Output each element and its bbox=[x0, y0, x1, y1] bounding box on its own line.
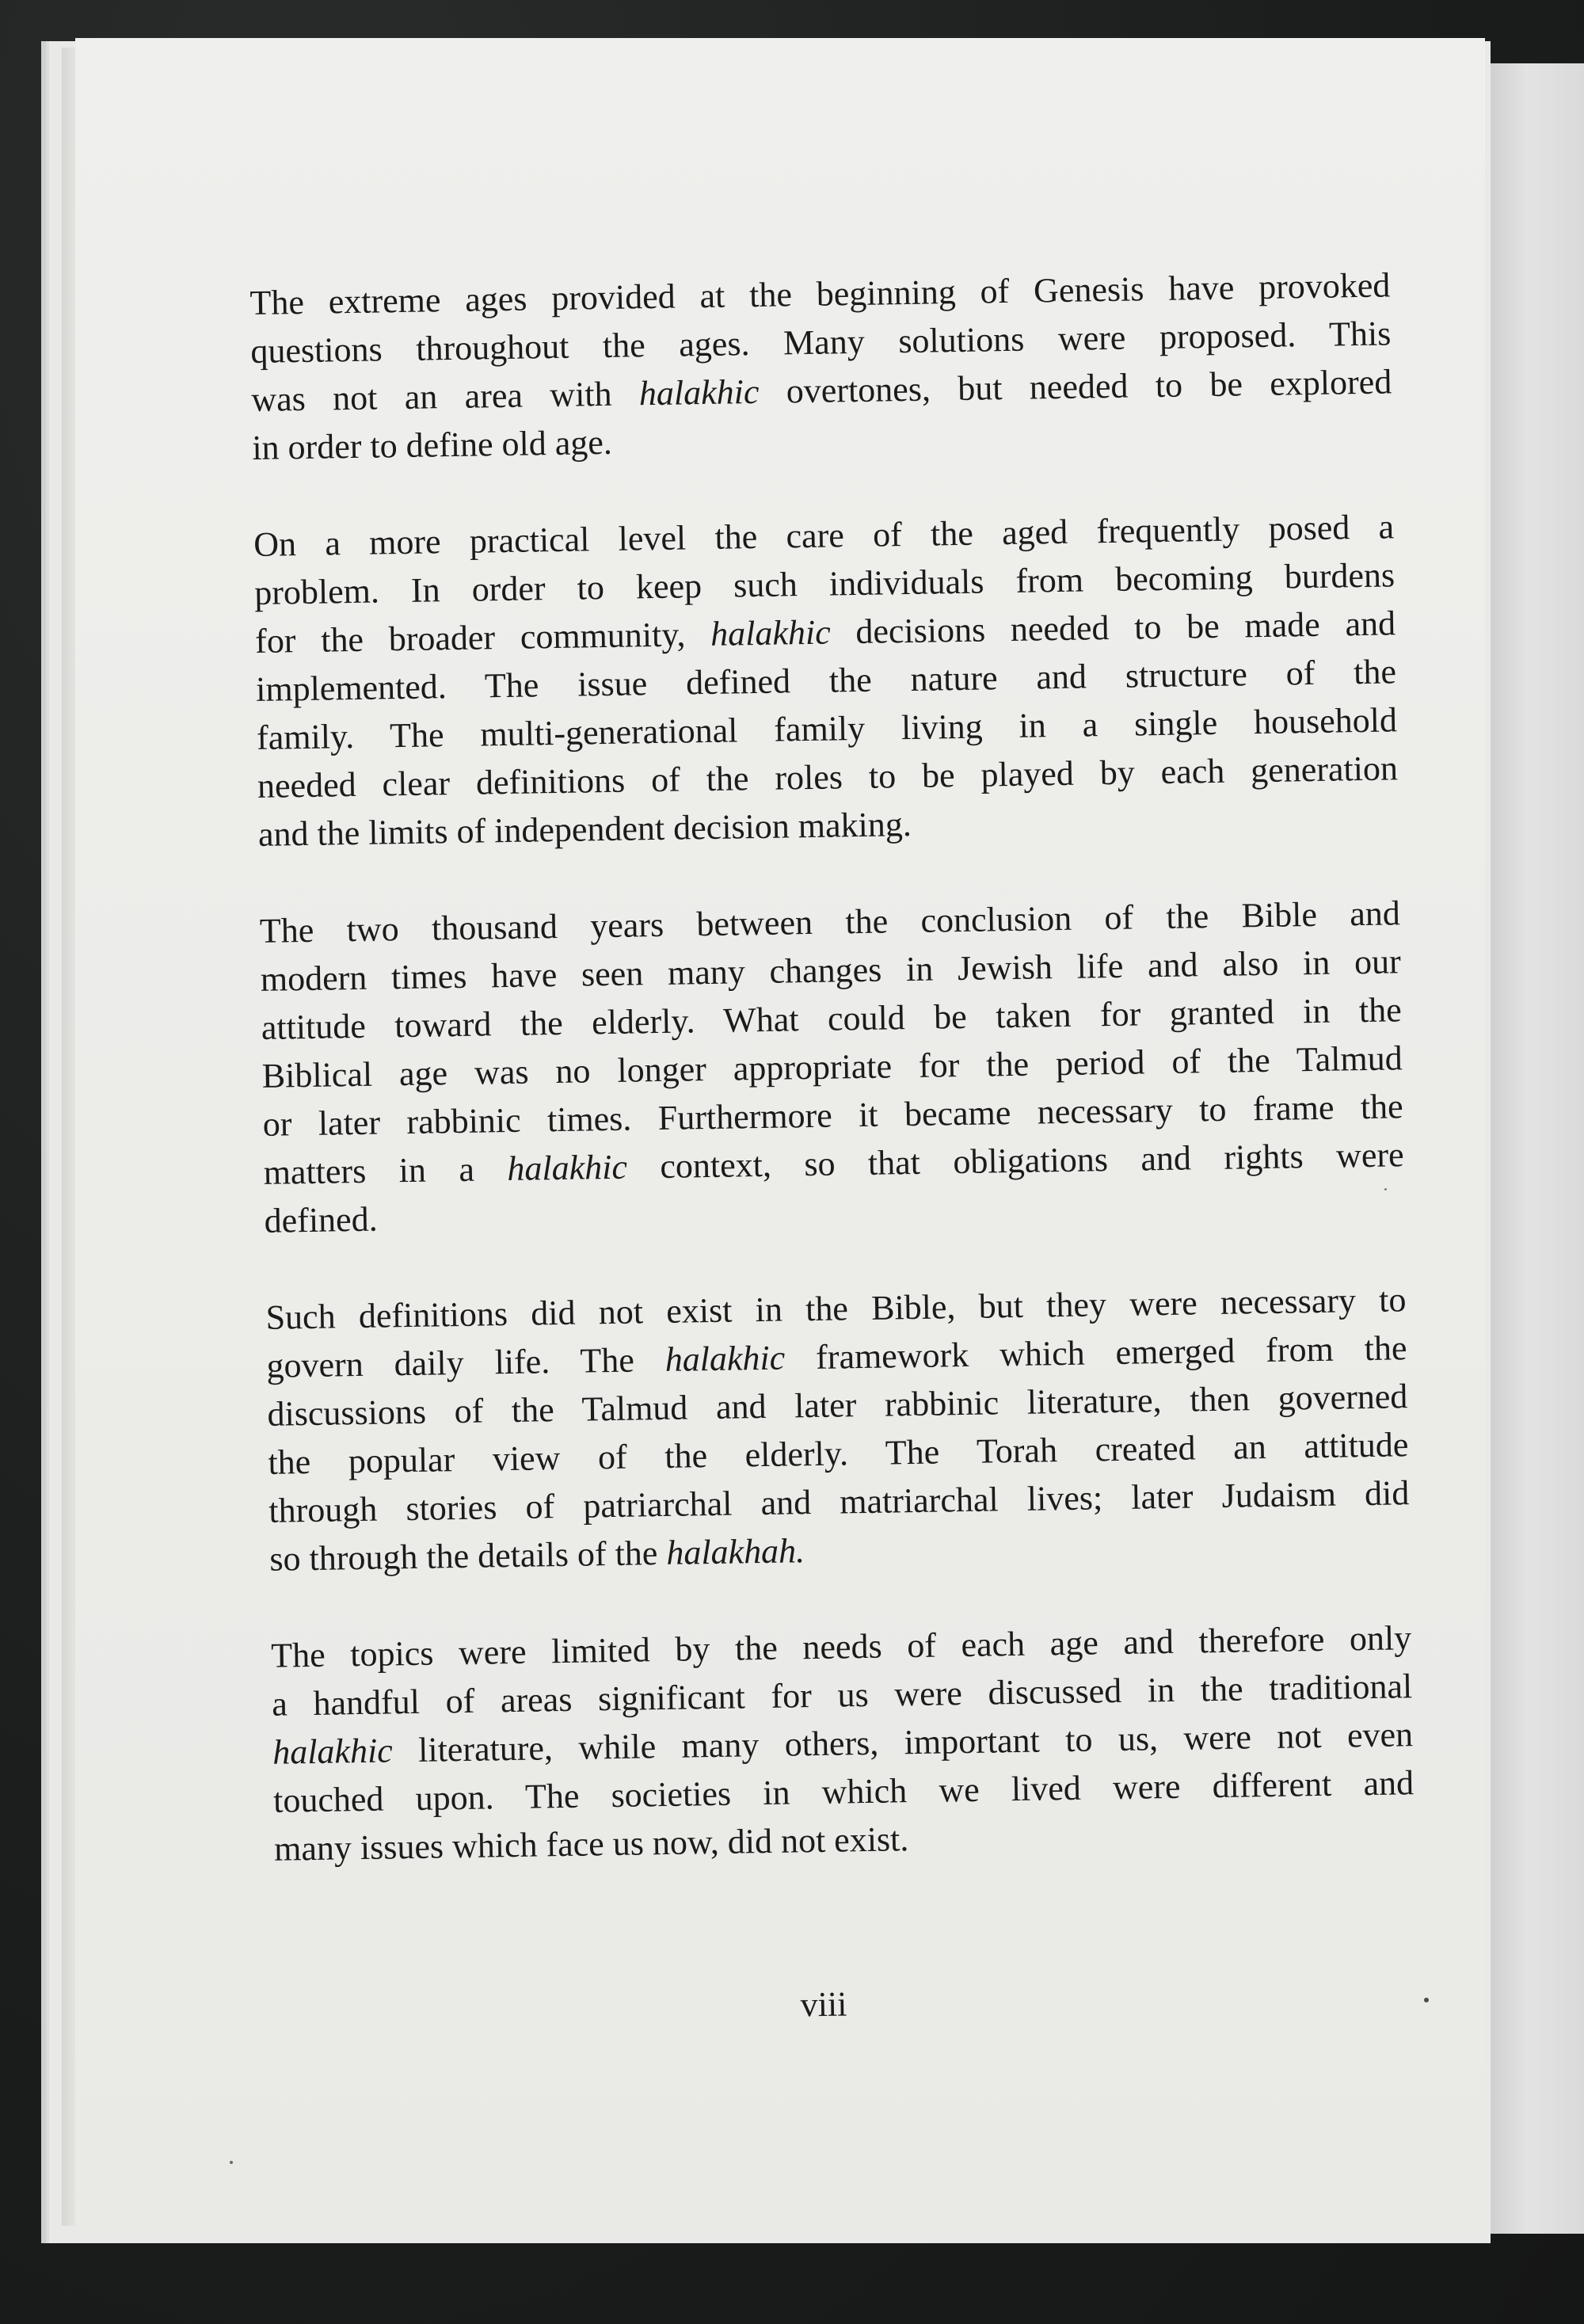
page-number: viii bbox=[800, 1984, 847, 2025]
paragraph bbox=[253, 502, 1399, 859]
text-line: was not an area with halakhic overtones, but needed to be explored bbox=[251, 362, 1392, 419]
text-line: implemented. The issue defined the nature and structure of the bbox=[255, 652, 1397, 709]
paragraph bbox=[271, 1613, 1415, 1873]
text-line: matters in a halakhic context, so that obligations and rights were bbox=[263, 1135, 1404, 1192]
italic-term: halakhic bbox=[664, 1338, 786, 1379]
text-line: On a more practical level the care of the aged frequently posed a bbox=[253, 507, 1395, 564]
text-line: through stories of patriarchal and matriarchal lives; later Judaism did bbox=[268, 1473, 1410, 1530]
page-speck bbox=[230, 2161, 233, 2164]
text-line: The two thousand years between the conclusion of the Bible and bbox=[259, 893, 1401, 951]
text-line: many issues which face us now, did not exist. bbox=[273, 1819, 909, 1869]
page-speck bbox=[1384, 1188, 1387, 1191]
text-line: The extreme ages provided at the beginning of Genesis have provoked bbox=[249, 265, 1391, 322]
text-line: defined. bbox=[264, 1199, 378, 1240]
text-line: attitude toward the elderly. What could be taken for granted in the bbox=[261, 990, 1403, 1047]
text-line: Such definitions did not exist in the Bible, but they were necessary to bbox=[265, 1280, 1407, 1337]
text-line: a handful of areas significant for us were discussed in the traditional bbox=[271, 1667, 1413, 1724]
body-text bbox=[249, 261, 1415, 1873]
italic-term: halakhic bbox=[507, 1147, 628, 1189]
page-binding-edge bbox=[62, 48, 76, 2226]
italic-term: halakhah. bbox=[665, 1531, 805, 1572]
italic-term: halakhic bbox=[638, 371, 760, 413]
italic-term: halakhic bbox=[710, 612, 832, 653]
text-line: the popular view of the elderly. The Torah created an attitude bbox=[268, 1425, 1409, 1482]
text-line: so through the details of the halakhah. bbox=[269, 1531, 805, 1579]
text-line: family. The multi-generational family living in a single household bbox=[256, 700, 1398, 757]
text-line: touched upon. The societies in which we lived were different and bbox=[272, 1763, 1415, 1820]
text-line: discussions of the Talmud and later rabbinic literature, then governed bbox=[267, 1377, 1408, 1434]
italic-term: halakhic bbox=[272, 1731, 394, 1772]
text-line: modern times have seen many changes in Jewish life and also in our bbox=[260, 942, 1402, 999]
paragraph bbox=[249, 261, 1393, 472]
text-line: The topics were limited by the needs of each age and therefore only bbox=[270, 1618, 1412, 1675]
adjacent-page-edge bbox=[1489, 63, 1584, 2234]
text-line: in order to define old age. bbox=[251, 422, 613, 467]
text-line: for the broader community, halakhic decisions needed to be made and bbox=[254, 604, 1396, 661]
paragraph bbox=[265, 1275, 1411, 1583]
text-line: or later rabbinic times. Furthermore it became necessary to frame the bbox=[262, 1087, 1403, 1144]
text-line: Biblical age was no longer appropriate for the period of the Talmud bbox=[261, 1038, 1403, 1095]
text-line: needed clear definitions of the roles to be played by each generation bbox=[257, 749, 1399, 806]
text-line: govern daily life. The halakhic framework which emerged from the bbox=[266, 1328, 1407, 1385]
text-line: questions throughout the ages. Many solutions were proposed. This bbox=[250, 314, 1392, 371]
paragraph bbox=[259, 889, 1405, 1245]
text-line: halakhic literature, while many others, important to us, were not even bbox=[272, 1715, 1414, 1772]
page-speck bbox=[1424, 1998, 1429, 2002]
text-line: problem. In order to keep such individuals from becoming burdens bbox=[253, 555, 1396, 612]
text-line: and the limits of independent decision making. bbox=[257, 804, 912, 854]
